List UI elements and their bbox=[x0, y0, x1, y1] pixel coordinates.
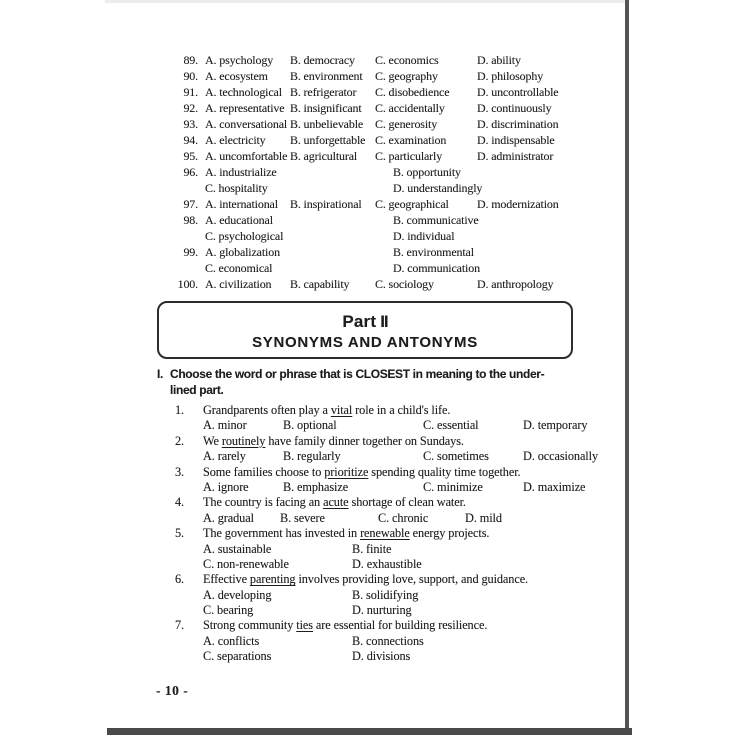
question-text-pre: Grandparents often play a bbox=[203, 403, 331, 417]
question-text-pre: The country is facing an bbox=[203, 495, 324, 510]
instruction-line-1: Choose the word or phrase that is CLOSEST in meaning to the under- bbox=[170, 367, 545, 381]
question-text bbox=[203, 465, 626, 480]
question-row bbox=[166, 572, 626, 587]
question-row bbox=[166, 228, 626, 244]
option-a: A. industrialize bbox=[205, 165, 277, 179]
option-a: A. sustainable bbox=[203, 541, 272, 556]
option-a: A. representative bbox=[205, 101, 285, 115]
spacer bbox=[166, 511, 203, 526]
question-text-post: shortage of clean water. bbox=[348, 495, 466, 510]
option-a: A. technological bbox=[205, 85, 282, 99]
question-text bbox=[203, 434, 626, 449]
question-number: 5. bbox=[175, 526, 185, 541]
question-text bbox=[203, 526, 626, 541]
option-c: C. generosity bbox=[375, 117, 438, 131]
section-instruction bbox=[157, 366, 544, 398]
page-top-edge bbox=[105, 0, 626, 3]
option-d: D. divisions bbox=[352, 649, 411, 664]
question-row bbox=[166, 164, 626, 180]
option-b: B. emphasize bbox=[283, 479, 349, 494]
question-text-pre: The government has invested in bbox=[203, 526, 361, 541]
underlined-word: acute bbox=[323, 495, 349, 510]
option-b: B. regularly bbox=[283, 449, 341, 464]
options-row bbox=[166, 542, 626, 557]
question-row bbox=[166, 618, 626, 633]
option-b: B. unforgettable bbox=[290, 133, 366, 147]
option-d: D. anthropology bbox=[477, 277, 554, 291]
option-a: A. civilization bbox=[205, 277, 272, 291]
spacer bbox=[166, 588, 203, 603]
option-b: B. unbelievable bbox=[290, 117, 364, 131]
question-text-post: spending quality time together. bbox=[368, 464, 521, 479]
question-text bbox=[203, 618, 626, 633]
option-a: A. developing bbox=[203, 587, 272, 602]
option-c: C. non-renewable bbox=[203, 556, 289, 571]
question-text-pre: We bbox=[203, 433, 222, 448]
option-c: C. sometimes bbox=[423, 449, 489, 464]
option-a: A. psychology bbox=[205, 53, 274, 67]
question-row bbox=[166, 212, 626, 228]
question-number: 93. bbox=[183, 117, 198, 131]
option-c: C. particularly bbox=[375, 149, 443, 163]
question-row bbox=[166, 465, 626, 480]
underlined-word: vital bbox=[330, 403, 353, 417]
option-d: D. ability bbox=[477, 53, 521, 67]
option-d: D. exhaustible bbox=[352, 556, 422, 571]
question-number: 90. bbox=[183, 69, 198, 83]
option-c: C. hospitality bbox=[205, 181, 268, 195]
question-text-pre: Effective bbox=[203, 572, 250, 587]
option-b: B. agricultural bbox=[290, 149, 358, 163]
underlined-word: routinely bbox=[221, 433, 266, 448]
spacer bbox=[166, 634, 203, 649]
option-b: B. insignificant bbox=[290, 101, 362, 115]
question-number: 7. bbox=[175, 618, 185, 633]
option-d: D. mild bbox=[465, 510, 502, 525]
option-b: B. severe bbox=[280, 510, 325, 525]
option-c: C. geography bbox=[375, 69, 438, 83]
question-row bbox=[166, 196, 626, 212]
option-d: D. individual bbox=[393, 229, 455, 243]
option-c: C. chronic bbox=[378, 510, 429, 525]
question-number bbox=[166, 260, 205, 276]
question-number: 4. bbox=[175, 495, 185, 510]
options-row bbox=[166, 449, 626, 464]
option-c: C. separations bbox=[203, 649, 272, 664]
option-a: A. conflicts bbox=[203, 633, 260, 648]
option-c: C. sociology bbox=[375, 277, 434, 291]
section-label: I. bbox=[157, 367, 163, 381]
part-header-box bbox=[157, 301, 573, 359]
option-d: D. uncontrollable bbox=[477, 85, 559, 99]
option-b: B. capability bbox=[290, 277, 350, 291]
instruction-text bbox=[170, 366, 544, 398]
underlined-word: renewable bbox=[360, 526, 410, 541]
question-number: 92. bbox=[183, 101, 198, 115]
option-c: C. minimize bbox=[423, 479, 483, 494]
option-a: A. conversational bbox=[205, 117, 288, 131]
question-row bbox=[166, 434, 626, 449]
option-c: C. economics bbox=[375, 53, 439, 67]
option-a: A. international bbox=[205, 197, 278, 211]
option-c: C. psychological bbox=[205, 229, 284, 243]
options-row bbox=[166, 511, 626, 526]
question-number: 100. bbox=[177, 277, 198, 291]
book-edge-bottom bbox=[107, 728, 632, 735]
spacer bbox=[166, 603, 203, 618]
spacer bbox=[166, 542, 203, 557]
option-a: A. globalization bbox=[205, 245, 280, 259]
page-number: - 10 - bbox=[156, 683, 189, 698]
question-row bbox=[166, 403, 626, 418]
question-number: 6. bbox=[175, 572, 185, 587]
part-word: Part bbox=[342, 312, 377, 331]
vocabulary-questions-block bbox=[166, 52, 626, 292]
option-c: C. essential bbox=[423, 418, 479, 433]
question-number: 2. bbox=[175, 433, 185, 448]
option-c: C. disobedience bbox=[375, 85, 450, 99]
option-b: B. communicative bbox=[393, 213, 479, 227]
option-d: D. philosophy bbox=[477, 69, 544, 83]
option-c: C. bearing bbox=[203, 603, 254, 618]
question-row bbox=[166, 68, 626, 84]
question-number: 89. bbox=[183, 53, 198, 67]
synonym-questions-block bbox=[166, 403, 626, 665]
option-d: D. continuously bbox=[477, 101, 552, 115]
question-number: 3. bbox=[175, 464, 185, 479]
option-a: A. electricity bbox=[205, 133, 266, 147]
spacer bbox=[166, 449, 203, 464]
option-a: A. rarely bbox=[203, 449, 246, 464]
option-c: C. economical bbox=[205, 261, 273, 275]
question-number: 99. bbox=[183, 245, 198, 259]
option-a: A. uncomfortable bbox=[205, 149, 288, 163]
question-text-post: are essential for building resilience. bbox=[312, 618, 488, 633]
option-b: B. opportunity bbox=[393, 165, 461, 179]
question-text-pre: Strong community bbox=[203, 618, 297, 633]
options-row bbox=[166, 557, 626, 572]
spacer bbox=[166, 649, 203, 664]
question-text-pre: Some families choose to bbox=[203, 464, 325, 479]
option-d: D. occasionally bbox=[523, 449, 598, 464]
option-b: B. finite bbox=[352, 541, 392, 556]
question-number: 1. bbox=[175, 403, 185, 417]
part-subtitle: SYNONYMS AND ANTONYMS bbox=[252, 334, 478, 351]
option-d: D. temporary bbox=[523, 418, 588, 433]
options-row bbox=[166, 634, 626, 649]
question-number: 94. bbox=[183, 133, 198, 147]
underlined-word: parenting bbox=[249, 572, 296, 587]
option-c: C. examination bbox=[375, 133, 447, 147]
spacer bbox=[166, 418, 203, 433]
option-a: A. gradual bbox=[203, 510, 254, 525]
option-b: B. solidifying bbox=[352, 587, 419, 602]
question-row bbox=[166, 116, 626, 132]
question-row bbox=[166, 84, 626, 100]
options-row bbox=[166, 649, 626, 664]
options-row bbox=[166, 588, 626, 603]
option-b: B. inspirational bbox=[290, 197, 362, 211]
question-text bbox=[203, 572, 626, 587]
option-a: A. ecosystem bbox=[205, 69, 268, 83]
option-d: D. discrimination bbox=[477, 117, 559, 131]
options-row bbox=[166, 480, 626, 495]
question-row bbox=[166, 100, 626, 116]
option-d: D. understandingly bbox=[393, 181, 483, 195]
underlined-word: ties bbox=[296, 618, 313, 633]
question-row bbox=[166, 52, 626, 68]
spacer bbox=[166, 557, 203, 572]
option-b: B. environmental bbox=[393, 245, 474, 259]
option-b: B. optional bbox=[283, 418, 337, 433]
option-a: A. ignore bbox=[203, 479, 249, 494]
question-row bbox=[166, 244, 626, 260]
option-d: D. modernization bbox=[477, 197, 559, 211]
option-c: C. geographical bbox=[375, 197, 449, 211]
question-text-post: have family dinner together on Sundays. bbox=[265, 433, 464, 448]
option-d: D. nurturing bbox=[352, 603, 412, 618]
question-row bbox=[166, 495, 626, 510]
option-c: C. accidentally bbox=[375, 101, 445, 115]
options-row bbox=[166, 603, 626, 618]
question-number bbox=[166, 228, 205, 244]
question-number: 97. bbox=[183, 197, 198, 211]
question-number: 91. bbox=[183, 85, 198, 99]
spacer bbox=[166, 480, 203, 495]
instruction-line-2: lined part. bbox=[170, 383, 224, 397]
question-text-post: role in a child's life. bbox=[352, 403, 451, 417]
question-row bbox=[166, 260, 626, 276]
question-row bbox=[166, 276, 626, 292]
underlined-word: prioritize bbox=[324, 464, 369, 479]
option-a: A. educational bbox=[205, 213, 273, 227]
option-d: D. maximize bbox=[523, 479, 586, 494]
part-numeral: II bbox=[380, 312, 388, 331]
question-row bbox=[166, 132, 626, 148]
question-text bbox=[203, 403, 626, 418]
option-b: B. connections bbox=[352, 633, 424, 648]
question-text bbox=[203, 495, 626, 510]
option-b: B. democracy bbox=[290, 53, 355, 67]
question-number: 95. bbox=[183, 149, 198, 163]
question-row bbox=[166, 180, 626, 196]
option-d: D. indispensable bbox=[477, 133, 555, 147]
question-number bbox=[166, 180, 205, 196]
question-number: 96. bbox=[183, 165, 198, 179]
option-b: B. refrigerator bbox=[290, 85, 357, 99]
question-text-post: energy projects. bbox=[409, 526, 490, 541]
question-text-post: involves providing love, support, and guidance. bbox=[295, 572, 529, 587]
option-d: D. communication bbox=[393, 261, 480, 275]
options-row bbox=[166, 418, 626, 433]
question-number: 98. bbox=[183, 213, 198, 227]
option-b: B. environment bbox=[290, 69, 363, 83]
option-a: A. minor bbox=[203, 418, 247, 433]
part-title bbox=[159, 311, 571, 332]
question-row bbox=[166, 526, 626, 541]
question-row bbox=[166, 148, 626, 164]
option-d: D. administrator bbox=[477, 149, 554, 163]
